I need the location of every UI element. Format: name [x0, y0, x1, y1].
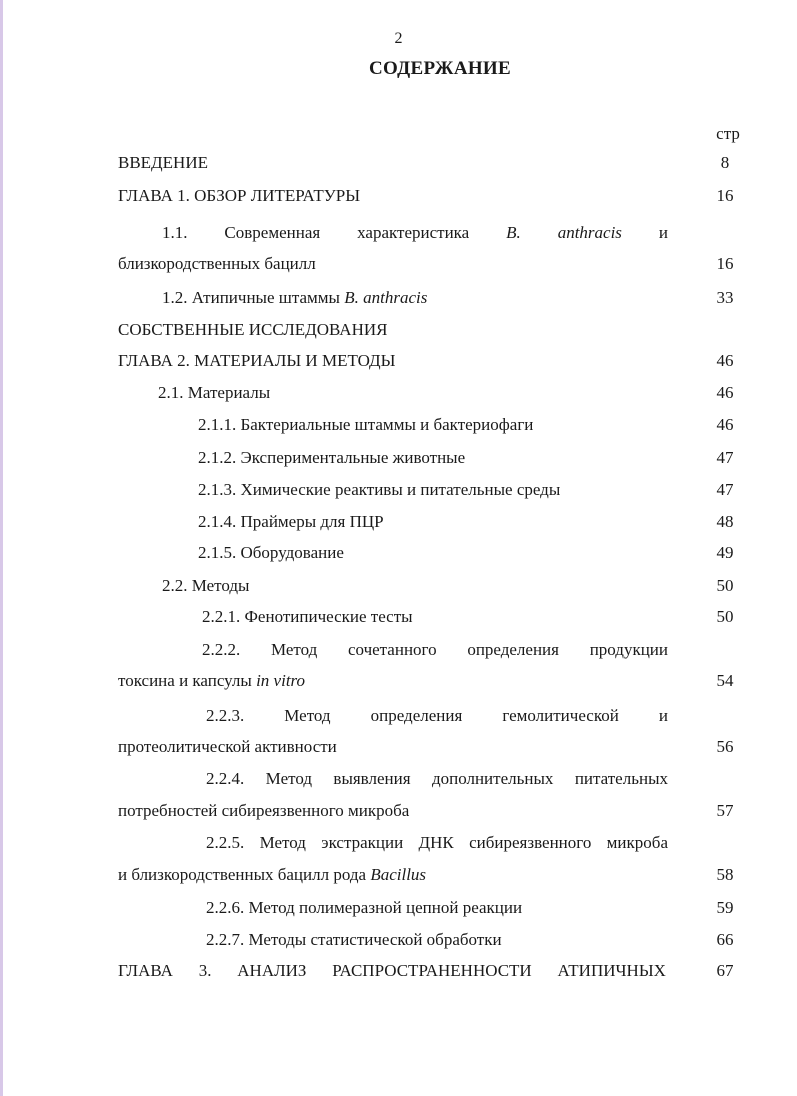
word: АНАЛИЗ: [237, 961, 307, 980]
word: и: [658, 223, 668, 242]
toc-entry-2-2-5-line2: [118, 865, 426, 885]
word: определения: [467, 640, 559, 659]
word: ГЛАВА: [118, 961, 173, 980]
entry-text: и близкородственных бацилл рода: [118, 865, 371, 884]
word: гемолитической: [502, 706, 619, 725]
word: 1.1.: [162, 223, 188, 242]
word: B.: [506, 223, 521, 242]
word: сочетанного: [347, 640, 437, 659]
toc-entry-2-2-5-line1: 2.2.5. Метод экстракции ДНК сибиреязвенного микроба: [206, 833, 668, 852]
entry-text: 1.2. Атипичные штаммы: [162, 288, 345, 307]
toc-entry-2-1-5: 2.1.5. Оборудование: [198, 543, 344, 562]
toc-entry-2-2-2-line2: [118, 671, 305, 691]
word: характеристика: [357, 223, 470, 242]
toc-entry-2-1: 2.1. Материалы: [158, 383, 271, 402]
toc-page-chapter-1: 16: [716, 186, 734, 205]
toc-entry-2-2-3-line2: протеолитической активности: [118, 737, 337, 756]
toc-entry-2-1-2: 2.1.2. Экспериментальные животные: [198, 448, 466, 467]
page-column-header: стр: [716, 124, 740, 143]
toc-entry-2-2-2-line1: [202, 640, 668, 660]
entry-text-italic: B. anthracis: [344, 288, 428, 307]
toc-page-2-2-6: 59: [716, 898, 734, 917]
word: 2.2.3.: [206, 706, 245, 725]
page-number: 2: [394, 30, 403, 47]
toc-entry-2-2: 2.2. Методы: [162, 576, 250, 595]
entry-text: токсина и капсулы: [118, 671, 257, 690]
word: 3.: [198, 961, 212, 980]
toc-page-2-1-4: 48: [716, 512, 734, 531]
toc-entry-own-research: СОБСТВЕННЫЕ ИССЛЕДОВАНИЯ: [118, 320, 388, 339]
toc-page-chapter-3: 67: [716, 961, 734, 980]
toc-entry-intro: ВВЕДЕНИЕ: [118, 153, 208, 172]
word: Метод: [284, 706, 331, 725]
toc-entry-2-2-4-line1: 2.2.4. Метод выявления дополнительных питательных: [206, 769, 668, 788]
word: и: [658, 706, 668, 725]
toc-page-2-1-1: 46: [716, 415, 734, 434]
toc-page-2-2-5: 58: [716, 865, 734, 884]
toc-page-intro: 8: [720, 153, 730, 172]
page-edge: [0, 0, 3, 1096]
word: продукции: [589, 640, 668, 659]
toc-entry-chapter-3: [118, 961, 666, 981]
toc-page-2-2-7: 66: [716, 930, 734, 949]
toc-page-2-1-5: 49: [716, 543, 734, 562]
page-title: СОДЕРЖАНИЕ: [369, 58, 511, 79]
toc-page-1-2: 33: [716, 288, 734, 307]
word: Метод: [270, 640, 318, 659]
toc-entry-2-2-6: 2.2.6. Метод полимеразной цепной реакции: [206, 898, 523, 917]
toc-entry-1-2: [162, 288, 427, 308]
toc-entry-2-1-1: 2.1.1. Бактериальные штаммы и бактериофаги: [198, 415, 534, 434]
word: Современная: [224, 223, 321, 242]
toc-entry-2-1-3: 2.1.3. Химические реактивы и питательные среды: [198, 480, 561, 499]
entry-text-italic: Bacillus: [370, 865, 427, 884]
word: АТИПИЧНЫХ: [557, 961, 666, 980]
toc-page-2-2-3: 56: [716, 737, 734, 756]
toc-entry-2-2-4-line2: потребностей сибиреязвенного микроба: [118, 801, 410, 820]
word: 2.2.2.: [202, 640, 241, 659]
toc-entry-1-1-line1: [162, 223, 668, 243]
toc-entry-chapter-1: ГЛАВА 1. ОБЗОР ЛИТЕРАТУРЫ: [118, 186, 361, 205]
toc-page-2-1-3: 47: [716, 480, 734, 499]
toc-page-2-2-1: 50: [716, 607, 734, 626]
toc-page-2-1: 46: [716, 383, 734, 402]
toc-page-chapter-2: 46: [716, 351, 734, 370]
word: определения: [370, 706, 463, 725]
toc-entry-1-1-line2: близкородственных бацилл: [118, 254, 316, 273]
toc-entry-2-1-4: 2.1.4. Праймеры для ПЦР: [198, 512, 384, 531]
toc-page-1-1: 16: [716, 254, 734, 273]
toc-entry-2-2-1: 2.2.1. Фенотипические тесты: [202, 607, 413, 626]
toc-entry-2-2-3-line1: [206, 706, 668, 726]
word: РАСПРОСТРАНЕННОСТИ: [332, 961, 532, 980]
toc-page-2-2-2: 54: [716, 671, 734, 690]
toc-page-2-2: 50: [716, 576, 734, 595]
toc-page-2-2-4: 57: [716, 801, 734, 820]
toc-entry-2-2-7: 2.2.7. Методы статистической обработки: [206, 930, 502, 949]
entry-text-italic: in vitro: [256, 671, 306, 690]
toc-entry-chapter-2: ГЛАВА 2. МАТЕРИАЛЫ И МЕТОДЫ: [118, 351, 396, 370]
word: anthracis: [557, 223, 622, 242]
toc-page-2-1-2: 47: [716, 448, 734, 467]
